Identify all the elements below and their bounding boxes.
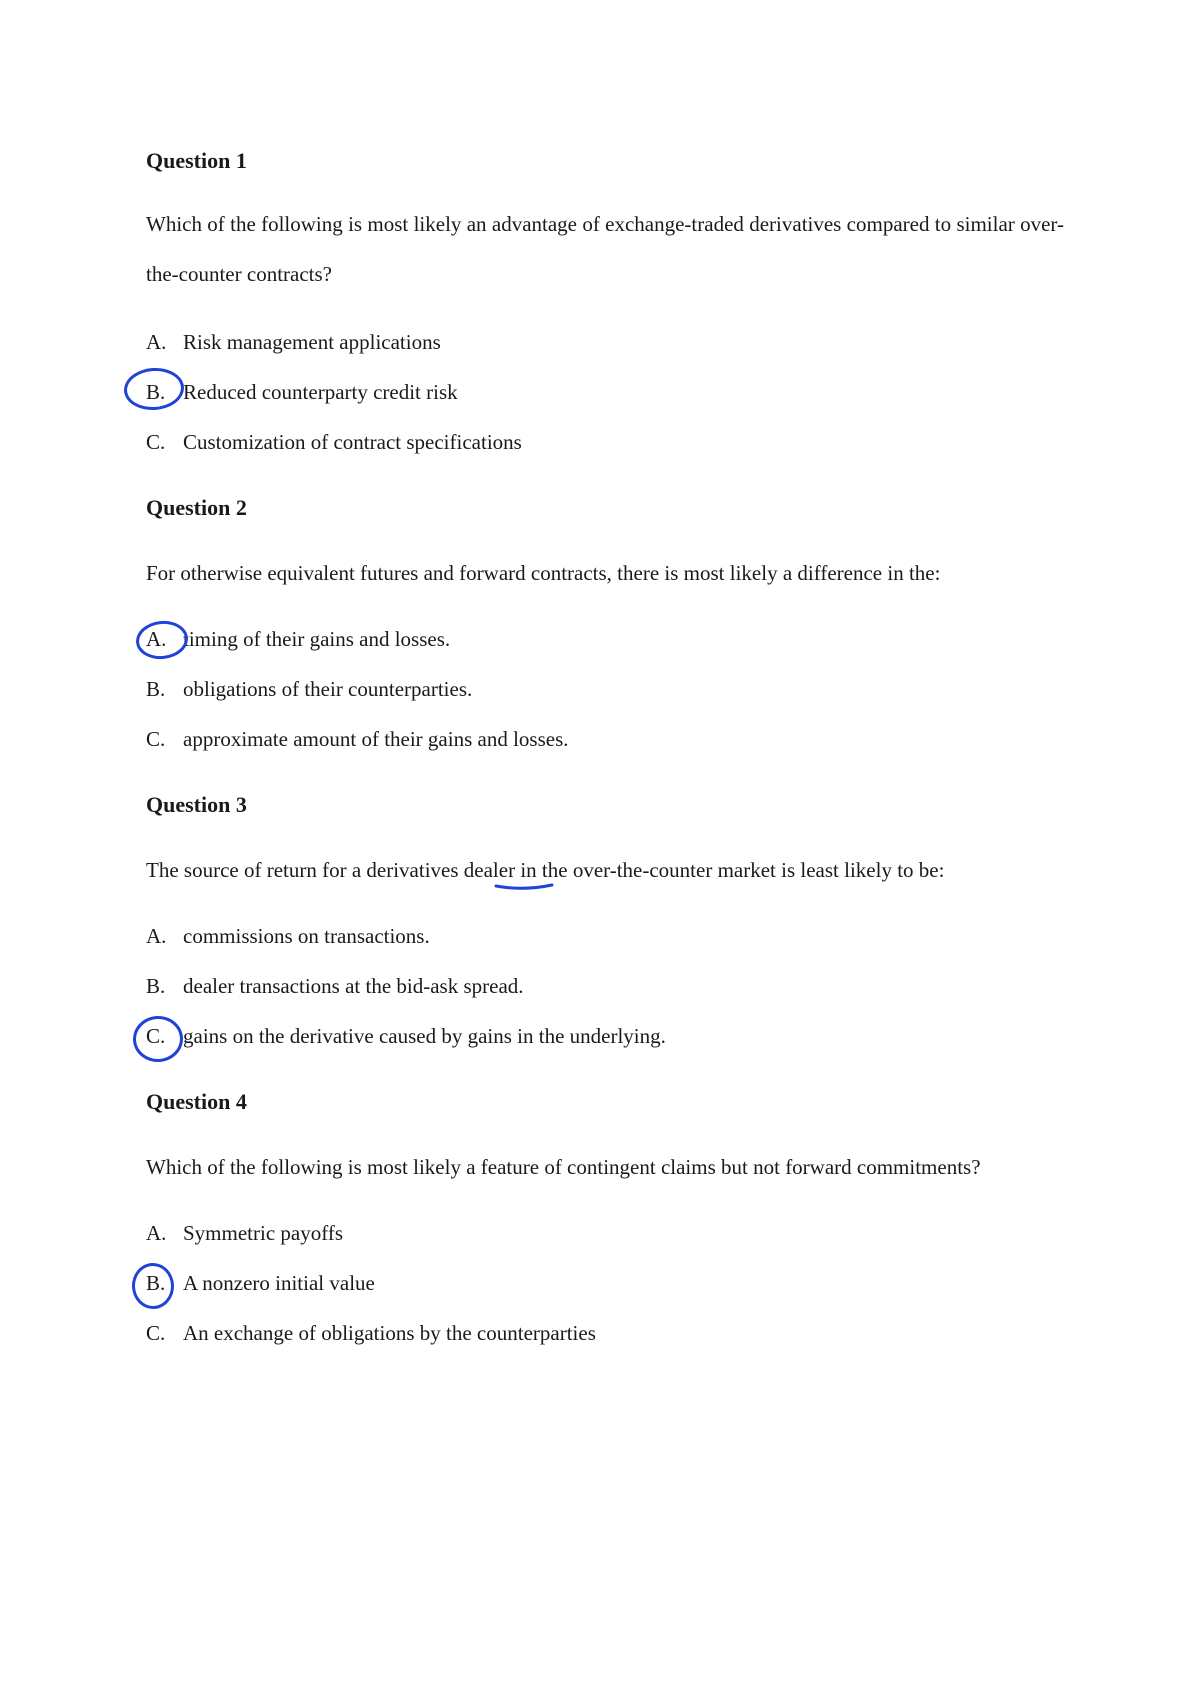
question-3-option-b: B. dealer transactions at the bid-ask spread.	[146, 974, 524, 998]
question-2-option-c: C. approximate amount of their gains and losses.	[146, 727, 569, 751]
question-1-option-a: A. Risk management applications	[146, 330, 441, 354]
question-2-text: For otherwise equivalent futures and forward contracts, there is most likely a difference in the:	[146, 561, 941, 585]
question-3-option-a: A. commissions on transactions.	[146, 924, 430, 948]
question-2-option-b: B. obligations of their counterparties.	[146, 677, 473, 701]
question-4-option-b: B. A nonzero initial value	[146, 1271, 375, 1295]
question-1-option-c: C. Customization of contract specifications	[146, 430, 522, 454]
question-4-text: Which of the following is most likely a feature of contingent claims but not forward commitments?	[146, 1155, 981, 1179]
question-3-text: The source of return for a derivatives dealer in the over-the-counter market is least likely to be:	[146, 858, 945, 882]
question-3-option-c: C. gains on the derivative caused by gains in the underlying.	[146, 1024, 666, 1048]
question-1-option-b: B. Reduced counterparty credit risk	[146, 380, 458, 404]
question-1-text: Which of the following is most likely an advantage of exchange-traded derivatives compared to similar over-the-counter contracts?	[146, 212, 1064, 286]
question-1-title: Question 1	[146, 148, 247, 173]
question-3-title: Question 3	[146, 792, 247, 817]
question-4-option-c: C. An exchange of obligations by the counterparties	[146, 1321, 596, 1345]
question-2-option-a: A. timing of their gains and losses.	[146, 627, 451, 651]
question-4-title: Question 4	[146, 1089, 247, 1114]
underlined-word: dealer	[463, 858, 516, 882]
question-2-title: Question 2	[146, 495, 247, 520]
question-4-option-a: A. Symmetric payoffs	[146, 1221, 344, 1245]
